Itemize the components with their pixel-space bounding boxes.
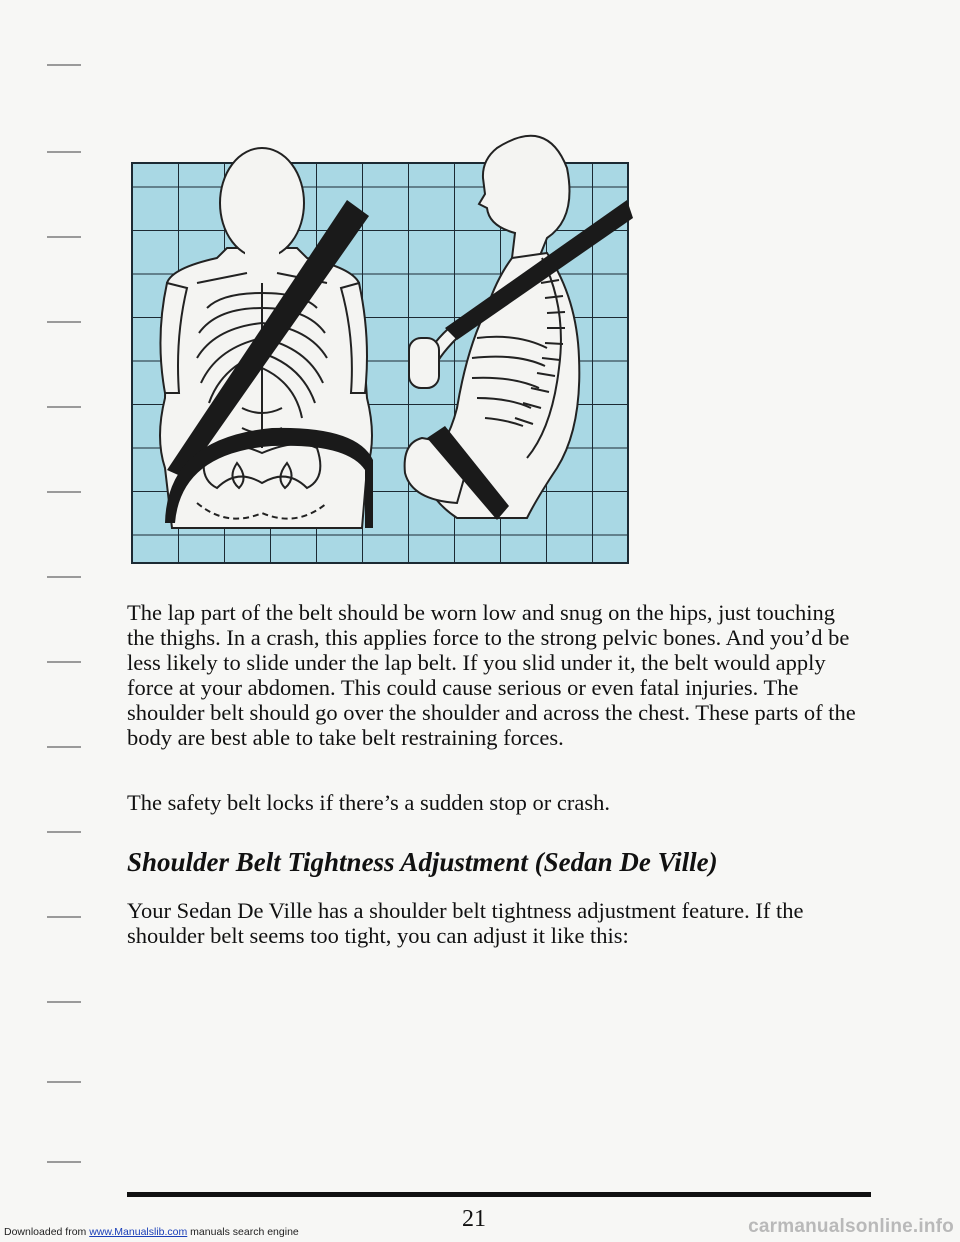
margin-tick — [47, 831, 81, 833]
margin-tick — [47, 1081, 81, 1083]
margin-tick — [47, 916, 81, 918]
footer-prefix: Downloaded from — [4, 1226, 90, 1238]
margin-tick — [47, 1161, 81, 1163]
page-rule — [127, 1192, 871, 1197]
watermark: carmanualsonline.info — [748, 1216, 954, 1237]
manualslib-link[interactable]: www.Manualslib.com — [89, 1226, 188, 1238]
section-heading: Shoulder Belt Tightness Adjustment (Sedan De Ville) — [127, 847, 718, 877]
margin-tick — [47, 746, 81, 748]
lap-belt-paragraph: The lap part of the belt should be worn low and snug on the hips, just touching the thighs. In a crash, this applies force to the strong pelvic bones. And you’d be less likely to slide under the lap belt. If you slid under it, the belt would apply force at your abdomen. This could cause serious or even fatal injuries. The shoulder belt should go over the shoulder and across the chest. These parts of the body are best able to take belt restraining forces. — [127, 600, 856, 750]
margin-tick — [47, 491, 81, 493]
margin-tick — [47, 236, 81, 238]
margin-tick — [47, 321, 81, 323]
seatbelt-skeleton-illustration — [127, 108, 633, 566]
margin-tick — [47, 64, 81, 66]
margin-tick — [47, 661, 81, 663]
page-number: 21 — [462, 1206, 486, 1232]
margin-tick — [47, 406, 81, 408]
download-footer — [4, 1226, 299, 1238]
adjustment-paragraph: Your Sedan De Ville has a shoulder belt tightness adjustment feature. If the shoulder belt seems too tight, you can adjust it like this: — [127, 898, 804, 948]
margin-tick — [47, 151, 81, 153]
belt-locks-paragraph: The safety belt locks if there’s a sudden stop or crash. — [127, 790, 610, 815]
margin-tick — [47, 576, 81, 578]
margin-tick — [47, 1001, 81, 1003]
footer-suffix: manuals search engine — [187, 1226, 299, 1238]
